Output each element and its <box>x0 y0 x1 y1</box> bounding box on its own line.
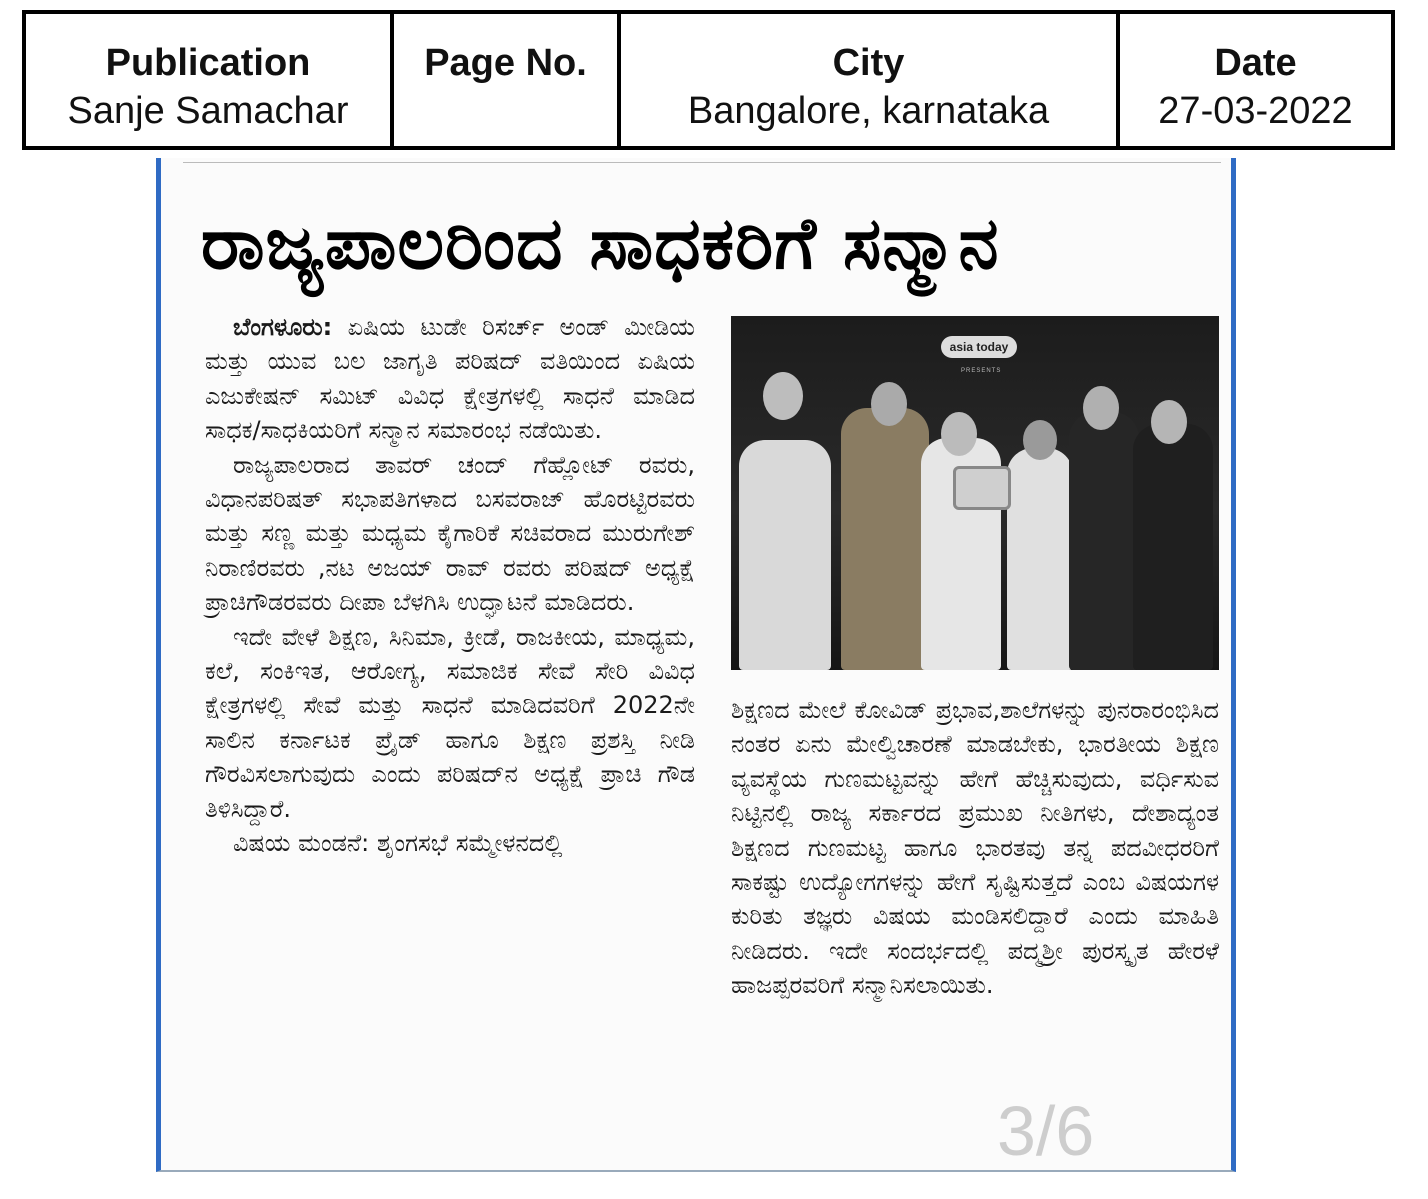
top-divider <box>183 162 1221 163</box>
publication-info-table <box>22 10 1395 150</box>
page-no-cell <box>394 14 621 146</box>
publication-value: Sanje Samachar <box>67 90 349 132</box>
asia-today-logo: asia today <box>941 336 1017 358</box>
date-value: 27-03-2022 <box>1158 90 1353 132</box>
article-paragraph-4: ವಿಷಯ ಮಂಡನೆ: ಶೃಂಗಸಭೆ ಸಮ್ಮೇಳನದಲ್ಲಿ <box>233 829 563 858</box>
article-column-right <box>731 693 1219 1003</box>
article-paragraph-3: ಇದೇ ವೇಳೆ ಶಿಕ್ಷಣ, ಸಿನಿಮಾ, ಕ್ರೀಡೆ, ರಾಜಕೀಯ, ಮಾಧ್ಯಮ, ಕಲೆ, ಸಂಕಿಇತ, ಆರೋಗ್ಯ, ಸಮಾಜಿಕ ಸೇವೆ ಸೇರಿ ವಿವಿಧ ಕ್ಷೇತ್ರಗಳಲ್ಲಿ ಸೇವೆ ಮತ್ತು ಸಾಧನೆ ಮಾಡಿದವರಿಗೆ 2022ನೇ ಸಾಲಿನ ಕರ್ನಾಟಕ ಪ್ರೈಡ್ ಹಾಗೂ ಶಿಕ್ಷಣ ಪ್ರಶಸ್ತಿ ನೀಡಿ ಗೌರವಿಸಲಾಗುವುದು ಎಂದು ಪರಿಷದ್‌ನ ಅಧ್ಯಕ್ಷೆ ಪ್ರಾಚಿ ಗೌಡ ತಿಳಿಸಿದ್ದಾರೆ. <box>205 622 695 823</box>
article-column-left <box>205 310 695 861</box>
page-no-label: Page No. <box>424 42 587 84</box>
person-head <box>941 412 977 456</box>
publication-cell <box>26 14 394 146</box>
person-figure <box>1133 424 1213 670</box>
page-watermark: 3/6 <box>997 1092 1095 1170</box>
person-head <box>763 372 803 420</box>
award-plaque <box>953 466 1011 510</box>
newspaper-clipping <box>156 158 1236 1172</box>
award-ceremony-photo <box>731 316 1219 670</box>
person-figure <box>1007 448 1073 670</box>
date-cell <box>1120 14 1391 146</box>
person-head <box>871 382 907 426</box>
person-head <box>1151 400 1187 444</box>
article-headline: ರಾಜ್ಯಪಾಲರಿಂದ ಸಾಧಕರಿಗೆ ಸನ್ಮಾನ <box>201 201 1000 285</box>
person-figure <box>841 408 929 670</box>
article-paragraph-2: ರಾಜ್ಯಪಾಲರಾದ ತಾವರ್ ಚಂದ್ ಗೆಹ್ಲೋಟ್ ರವರು, ವಿಧಾನಪರಿಷತ್ ಸಭಾಪತಿಗಳಾದ ಬಸವರಾಜ್ ಹೊರಟ್ಟಿರವರು ಮತ್ತು ಸಣ್ಣ ಮತ್ತು ಮಧ್ಯಮ ಕೈಗಾರಿಕೆ ಸಚಿವರಾದ ಮುರುಗೇಶ್ ನಿರಾಣಿರವರು ,ನಟ ಅಜಯ್ ರಾವ್ ರವರು ಪರಿಷದ್ ಅಧ್ಯಕ್ಷೆ ಪ್ರಾಚಿಗೌಡರವರು ದೀಪಾ ಬೆಳಗಿಸಿ ಉದ್ಘಾಟನೆ ಮಾಡಿದರು. <box>205 450 695 617</box>
article-dateline: ಬೆಂಗಳೂರು: <box>233 313 333 341</box>
city-label: City <box>832 42 905 84</box>
city-value: Bangalore, karnataka <box>687 90 1050 132</box>
article-paragraph-1: ಏಷಿಯ ಟುಡೇ ರಿಸರ್ಚ್ ಅಂಡ್ ಮೀಡಿಯ ಮತ್ತು ಯುವ ಬಲ ಜಾಗೃತಿ ಪರಿಷದ್ ವತಿಯಿಂದ ಏಷಿಯ ಎಜುಕೇಷನ್ ಸಮಿಟ್ ವಿವಿಧ ಕ್ಷೇತ್ರಗಳಲ್ಲಿ ಸಾಧನೆ ಮಾಡಿದ ಸಾಧಕ/ಸಾಧಕಿಯರಿಗೆ ಸನ್ಮಾನ ಸಮಾರಂಭ ನಡೆಯಿತು. <box>205 313 695 445</box>
article-paragraph-5: ಶಿಕ್ಷಣದ ಮೇಲೆ ಕೋವಿಡ್ ಪ್ರಭಾವ,ಶಾಲೆಗಳನ್ನು ಪುನರಾರಂಭಿಸಿದ ನಂತರ ಏನು ಮೇಲ್ವಿಚಾರಣೆ ಮಾಡಬೇಕು, ಭಾರತೀಯ ಶಿಕ್ಷಣ ವ್ಯವಸ್ಥೆಯ ಗುಣಮಟ್ಟವನ್ನು ಹೇಗೆ ಹೆಚ್ಚಿಸುವುದು, ವರ್ಧಿಸುವ ನಿಟ್ಟಿನಲ್ಲಿ ರಾಜ್ಯ ಸರ್ಕಾರದ ಪ್ರಮುಖ ನೀತಿಗಳು, ದೇಶಾದ್ಯಂತ ಶಿಕ್ಷಣದ ಗುಣಮಟ್ಟ ಹಾಗೂ ಭಾರತವು ತನ್ನ ಪದವೀಧರರಿಗೆ ಸಾಕಷ್ಟು ಉದ್ಯೋಗಗಳನ್ನು ಹೇಗೆ ಸೃಷ್ಟಿಸುತ್ತದೆ ಎಂಬ ವಿಷಯಗಳ ಕುರಿತು ತಜ್ಞರು ವಿಷಯ ಮಂಡಿಸಲಿದ್ದಾರೆ ಎಂದು ಮಾಹಿತಿ ನೀಡಿದರು. ಇದೇ ಸಂದರ್ಭದಲ್ಲಿ ಪದ್ಮಶ್ರೀ ಪುರಸ್ಕೃತ ಹೇರಳೆ ಹಾಜಪ್ಪರವರಿಗೆ ಸನ್ಮಾನಿಸಲಾಯಿತು. <box>731 696 1219 1000</box>
person-figure <box>1069 412 1139 670</box>
date-label: Date <box>1214 42 1297 84</box>
article-paragraph <box>205 310 695 448</box>
person-figure <box>739 440 831 670</box>
city-cell <box>621 14 1120 146</box>
presents-caption: PRESENTS <box>961 368 1002 374</box>
person-head <box>1083 386 1119 430</box>
publication-label: Publication <box>105 42 311 84</box>
person-head <box>1023 420 1057 460</box>
